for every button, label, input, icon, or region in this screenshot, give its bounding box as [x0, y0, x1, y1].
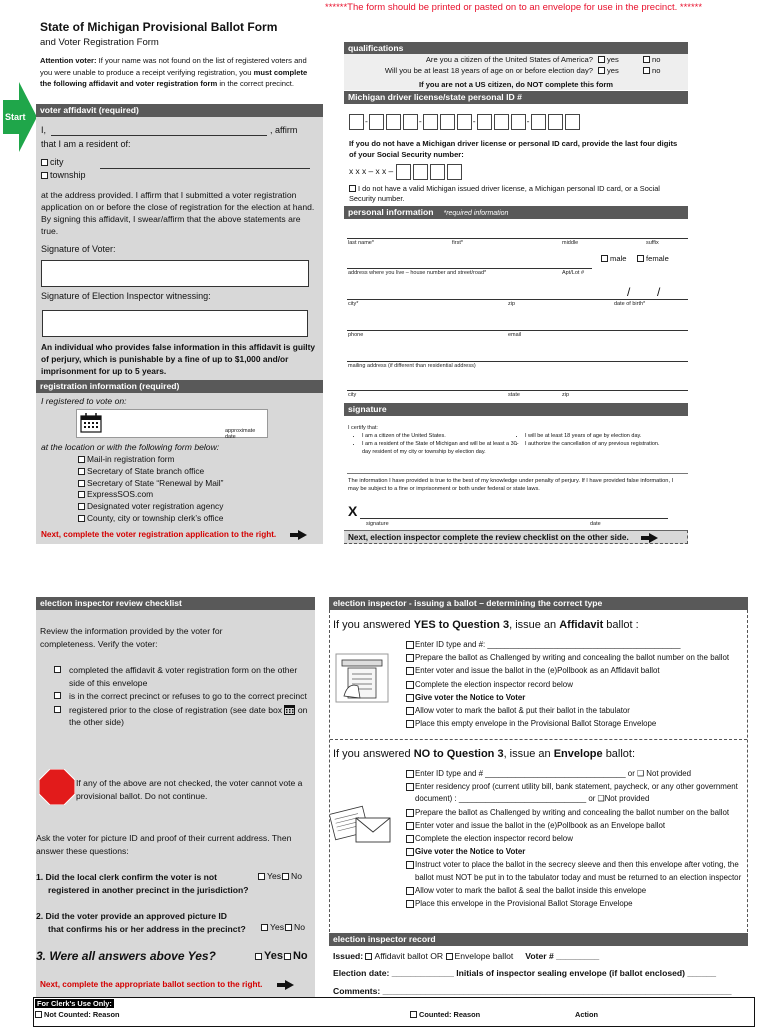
certify-item: • I authorize the cancellation of any previous registration. — [525, 440, 685, 448]
checkbox[interactable] — [601, 255, 608, 262]
checkbox[interactable] — [54, 692, 61, 699]
start-label: Start — [5, 112, 26, 122]
checklist-items — [54, 664, 312, 729]
registration-bar: registration information (required) — [36, 380, 323, 393]
city-line[interactable] — [347, 299, 688, 300]
no-label: no — [652, 66, 661, 75]
q2-text2: that confirms his or her address in the precinct? — [48, 923, 246, 934]
affidavit-name-line — [41, 125, 311, 135]
checkbox[interactable] — [637, 255, 644, 262]
checkbox[interactable] — [78, 503, 85, 510]
not-counted-label: Not Counted: Reason — [44, 1010, 120, 1019]
ballot-tabulator-icon — [334, 652, 390, 704]
print-notice: ******The form should be printed or pasted on to an envelope for use in the precinct. ****** — [325, 2, 703, 13]
envelope-step: Instruct voter to place the ballot in the secrecy sleeve and then this envelope after voting, the ballot must NOT be put in to the tabulator today and must be returned to an election inspector — [415, 859, 750, 883]
date-label: date — [590, 521, 601, 527]
stop-warning: If any of the above are not checked, the voter cannot vote a provisional ballot. Do not continue. — [76, 778, 303, 801]
election-date-line: Election date: _____________ Initials of inspector sealing envelope (if ballot enclosed) ______ — [333, 968, 717, 978]
envelope-heading — [333, 748, 635, 760]
zip2-label: zip — [562, 392, 570, 398]
last-name-label: last name* — [348, 240, 374, 246]
no-label: No — [292, 950, 308, 962]
checkbox[interactable] — [255, 953, 262, 960]
comments-line: Comments: _________________________________________________________________________ — [333, 986, 732, 996]
issued-label: Issued: — [333, 951, 364, 961]
citizen-yes[interactable] — [598, 55, 619, 64]
checkbox[interactable] — [598, 67, 605, 74]
dob-label: date of birth* — [614, 301, 646, 307]
affidavit-heading — [333, 619, 639, 631]
checkbox[interactable] — [284, 953, 291, 960]
head-bold: NO to Question 3 — [413, 748, 504, 760]
resident-text: that I am a resident of: — [41, 139, 131, 149]
envelope-step: Enter ID type and # ________________________________ or ❑ Not provided — [415, 768, 750, 780]
state-label: state — [508, 392, 520, 398]
address-line[interactable] — [347, 268, 592, 269]
envelope-step: Complete the election inspector record below — [415, 833, 750, 845]
certify-list-right — [515, 432, 685, 448]
signature-bar: signature — [344, 403, 688, 416]
name-field[interactable] — [51, 135, 267, 136]
license-bar: Michigan driver license/state personal ID # — [344, 91, 688, 104]
option-renewal-mail[interactable] — [78, 478, 223, 490]
checklist-item[interactable] — [54, 664, 312, 689]
qualifications-bar: qualifications — [344, 42, 688, 54]
female-option[interactable] — [637, 254, 669, 263]
citizen-question: Are you a citizen of the United States of America? — [425, 55, 593, 64]
envelope-step: Enter residency proof (current utility bill, bank statement, paycheck, or any other government document) : _____________________________ or ❑Not provided — [415, 781, 750, 805]
next-text: Next, election inspector complete the review checklist on the other side. — [348, 533, 629, 543]
yes-label: yes — [607, 55, 619, 64]
phone-line[interactable] — [347, 330, 688, 331]
q3-answer[interactable] — [255, 950, 308, 962]
city-checkbox[interactable] — [41, 159, 48, 166]
email-label: email — [508, 332, 522, 338]
checkbox[interactable] — [349, 185, 356, 192]
checkbox[interactable] — [35, 1011, 42, 1018]
certify-item: • I will be at least 18 years of age by election day. — [525, 432, 685, 440]
affidavit-step: Give voter the Notice to Voter — [415, 692, 745, 704]
affidavit-body: at the address provided. I affirm that I submitted a voter registration application on or before the close of registration for the election at hand. By signing this affidavit, I swear/affirm that the above statements are true. — [41, 190, 315, 236]
license-number-boxes[interactable]: - - - - — [349, 114, 689, 130]
checklist-bar: election inspector review checklist — [36, 597, 315, 610]
checklist-item[interactable] — [54, 690, 312, 703]
city-field-label: city* — [348, 301, 359, 307]
certify-label: I certify that: — [348, 425, 378, 431]
checkbox[interactable] — [78, 491, 85, 498]
attention-text: If your name was not found on the list of registered voters and you were unable to produce a receipt verifying registration, you — [40, 56, 307, 77]
perjury-warning: An individual who provides false information in this affidavit is guilty of perjury, which is punishable by a fine of up to $1,000 and/or imprisonment for up to 5 years. — [41, 342, 316, 376]
checkbox[interactable] — [78, 456, 85, 463]
head-type: Envelope — [553, 748, 603, 760]
checkbox[interactable] — [446, 953, 453, 960]
checklist-intro: Review the information provided by the voter for completeness. Verify the voter: — [40, 626, 223, 649]
inspector-signature-label: Signature of Election Inspector witnessing: — [41, 291, 211, 301]
q1-text2: registered in another precinct in the jurisdiction? — [48, 884, 249, 895]
option-label: Mail-in registration form — [87, 454, 175, 464]
signature-x: X — [348, 503, 358, 519]
phone-label: phone — [348, 332, 364, 338]
checkbox[interactable] — [282, 873, 289, 880]
affidavit-step: Enter ID type and #: ____________________________________________ — [415, 639, 745, 651]
checkbox[interactable] — [54, 706, 61, 713]
approx-date-label: approximate date — [225, 428, 256, 440]
no-license-instruction: If you do not have a Michigan driver license or personal ID card, provide the last four digits of your Social Security number: — [349, 139, 678, 159]
age-yes[interactable] — [598, 66, 619, 75]
clerk-title: For Clerk's Use Only: — [37, 999, 112, 1008]
q2-text: 2. Did the voter provide an approved picture ID — [36, 911, 228, 921]
checkbox[interactable] — [78, 468, 85, 475]
checkbox[interactable] — [54, 666, 61, 673]
head-pre: If you answered — [333, 619, 411, 631]
action-label: Action — [575, 1010, 598, 1019]
next-text: Next, complete the voter registration application to the right. — [41, 530, 277, 540]
start-arrow-icon — [3, 82, 37, 152]
option-expresssos[interactable] — [78, 489, 223, 501]
dob-slashes: / / — [627, 285, 661, 299]
personal-info-bar — [344, 206, 688, 219]
township-checkbox[interactable] — [41, 172, 48, 179]
address-label: address where you live – house number and street/road* — [348, 270, 487, 276]
envelope-step: Prepare the ballot as Challenged by writing and concealing the ballot number on the ballot — [415, 807, 750, 819]
signature-label: signature — [366, 521, 389, 527]
envelope-step: Place this envelope in the Provisional Ballot Storage Envelope — [415, 898, 750, 910]
attention-bold: must complete the following affidavit and voter registration form — [40, 67, 308, 88]
city-option[interactable] — [41, 157, 64, 167]
no-label: no — [652, 55, 661, 64]
checkbox[interactable] — [598, 56, 605, 63]
affidavit-ballot-label: Affidavit ballot OR — [374, 951, 444, 961]
checklist-item[interactable] — [54, 704, 312, 729]
citizen-no[interactable] — [643, 55, 660, 64]
yes-label: Yes — [267, 871, 282, 881]
male-label: male — [610, 254, 627, 263]
q2-answer[interactable] — [261, 922, 305, 932]
municipality-field[interactable] — [100, 168, 310, 169]
certify-list-left — [352, 432, 527, 456]
checkbox[interactable] — [643, 67, 650, 74]
calendar-icon — [80, 413, 102, 433]
divider — [347, 473, 688, 474]
affidavit-step: Complete the election inspector record below — [415, 679, 745, 691]
envelope-icon — [330, 804, 394, 850]
city2-line[interactable] — [347, 390, 688, 391]
male-option[interactable] — [601, 254, 626, 263]
q1-answer[interactable] — [258, 871, 302, 881]
section-divider — [330, 739, 747, 740]
township-option[interactable] — [41, 170, 86, 180]
checkbox[interactable] — [285, 924, 292, 931]
registered-intro: I registered to vote on: — [41, 396, 127, 406]
head-mid: , issue an — [509, 619, 557, 631]
perjury-info: The information I have provided is true to the best of my knowledge under penalty of perjury. If I have provided false information, I may be subject to a fine or imprisonment or both under federal or state laws. — [348, 478, 674, 492]
q1-text: 1. Did the local clerk confirm the voter is not — [36, 872, 217, 882]
affidavit-step: Allow voter to mark the ballot & put their ballot in the tabulator — [415, 705, 745, 717]
next-text: Next, complete the appropriate ballot section to the right. — [40, 980, 263, 990]
clerk-use-box — [33, 997, 755, 1027]
yes-label: Yes — [264, 950, 283, 962]
counted[interactable] — [410, 1010, 480, 1019]
no-id-option[interactable] — [349, 184, 679, 204]
checkbox[interactable] — [258, 873, 265, 880]
option-label: County, city or township clerk’s office — [87, 512, 224, 523]
voter-number: Voter # _________ — [525, 951, 600, 961]
township-label: township — [50, 170, 86, 180]
envelope-steps — [405, 767, 750, 911]
right-arrow-icon — [649, 533, 658, 543]
yes-label: yes — [607, 66, 619, 75]
inspector-signature-box[interactable] — [42, 310, 308, 337]
next-registration-instruction — [41, 530, 307, 540]
head-pre: If you answered — [333, 748, 411, 760]
stop-sign-icon — [39, 769, 75, 805]
voter-signature-line[interactable] — [360, 518, 668, 519]
age-question: Will you be at least 18 years of age on or before election day? — [384, 66, 593, 75]
attention-end: in the correct precinct. — [219, 79, 295, 88]
apt-label: Apt/Lot # — [562, 270, 585, 276]
no-id-label: I do not have a valid Michigan issued driver license, a Michigan personal ID card, or a Social Security number. — [349, 184, 660, 203]
option-mail-in[interactable] — [78, 454, 223, 466]
envelope-ballot-label: Envelope ballot — [454, 951, 514, 961]
registration-options — [78, 454, 223, 525]
calendar-icon — [284, 704, 295, 715]
next-ballot-instruction — [40, 980, 294, 990]
attention-voter — [40, 55, 320, 90]
city-label: city — [50, 157, 64, 167]
female-label: female — [646, 254, 669, 263]
checkbox[interactable] — [365, 953, 372, 960]
head-bold: YES to Question 3 — [413, 619, 510, 631]
ssn-prefix: x x x – x x – — [349, 166, 394, 177]
checkbox[interactable] — [410, 1011, 417, 1018]
name-line[interactable] — [347, 238, 688, 239]
bar-note: *required information — [443, 210, 509, 217]
question-3: 3. Were all answers above Yes? — [36, 949, 216, 963]
option-clerk-office[interactable] — [78, 513, 223, 525]
first-name-label: first* — [452, 240, 463, 246]
record-bar: election inspector record — [329, 933, 748, 946]
ask-voter: Ask the voter for picture ID and proof of their current address. Then answer these questions: — [36, 833, 292, 856]
checkbox[interactable] — [78, 515, 85, 522]
not-citizen-warning: If you are not a US citizen, do NOT complete this form — [418, 80, 614, 89]
affidavit-bar: voter affidavit (required) — [36, 104, 323, 117]
option-label: Secretary of State branch office — [87, 465, 205, 476]
head-end: ballot: — [605, 748, 636, 760]
mailing-line[interactable] — [347, 361, 688, 362]
issuing-bar: election inspector - issuing a ballot – determining the correct type — [329, 597, 748, 610]
counted-label: Counted: Reason — [419, 1010, 481, 1019]
envelope-step: Give voter the Notice to Voter — [415, 846, 750, 858]
bar-title: personal information — [348, 207, 434, 217]
certify-item: • I am a citizen of the United States. — [362, 432, 527, 440]
voter-signature-label: Signature of Voter: — [41, 244, 116, 254]
registration-date-box[interactable] — [76, 409, 268, 438]
item-text: registered prior to the close of registration (see date box — [69, 704, 283, 715]
option-label: ExpressSOS.com — [87, 489, 154, 500]
right-arrow-icon — [298, 530, 307, 540]
option-label: Designated voter registration agency — [87, 501, 224, 512]
no-label: No — [291, 871, 303, 881]
city2-label: city — [348, 392, 357, 398]
voter-signature-box[interactable] — [41, 260, 309, 287]
item-text: is in the correct precinct or refuses to go to the correct precinct — [69, 691, 307, 701]
no-label: No — [294, 922, 306, 932]
zip-label: zip — [508, 301, 516, 307]
age-no[interactable] — [643, 66, 660, 75]
ssn-field[interactable] — [349, 164, 464, 180]
checkbox[interactable] — [643, 56, 650, 63]
envelope-step: Allow voter to mark the ballot & seal the ballot inside this envelope — [415, 885, 750, 897]
certify-item: • I am a resident of the State of Michigan and will be at least a 30-day resident of my city or township by election day. — [362, 440, 527, 456]
attention-label: Attention voter: — [40, 56, 97, 65]
issued-line — [333, 951, 599, 961]
suffix-label: suffix — [646, 240, 659, 246]
item-text-end: on the other side) — [69, 704, 308, 727]
affirm-text: , affirm — [270, 125, 298, 135]
middle-name-label: middle — [562, 240, 579, 246]
affidavit-step: Prepare the ballot as Challenged by writing and concealing the ballot number on the ballot — [415, 652, 745, 664]
item-text: completed the affidavit & voter registration form on the other side of this envelope — [69, 665, 298, 688]
not-counted[interactable] — [35, 1010, 120, 1019]
envelope-step: Enter voter and issue the ballot in the (e)Pollbook as an Envelope ballot — [415, 820, 750, 832]
head-end: ballot : — [606, 619, 639, 631]
form-title: State of Michigan Provisional Ballot Form — [40, 20, 278, 34]
option-label: Secretary of State “Renewal by Mail” — [87, 477, 224, 488]
checkbox[interactable] — [78, 480, 85, 487]
mailing-label: mailing address (if different than residential address) — [348, 363, 476, 369]
affidavit-step: Enter voter and issue the ballot in the (e)Pollbook as an Affidavit ballot — [415, 665, 745, 677]
checkbox[interactable] — [261, 924, 268, 931]
yes-label: Yes — [270, 922, 285, 932]
affidavit-i: I, — [41, 125, 47, 135]
right-arrow-icon — [285, 980, 294, 990]
option-sos-branch[interactable] — [78, 466, 223, 478]
affidavit-steps — [405, 638, 745, 731]
option-designated-agency[interactable] — [78, 501, 223, 513]
form-subtitle: and Voter Registration Form — [40, 37, 159, 48]
head-mid: , issue an — [503, 748, 551, 760]
head-type: Affidavit — [559, 619, 604, 631]
affidavit-step: Place this empty envelope in the Provisional Ballot Storage Envelope — [415, 718, 745, 730]
next-inspector-instruction — [344, 530, 688, 544]
location-intro: at the location or with the following form below: — [41, 442, 220, 452]
